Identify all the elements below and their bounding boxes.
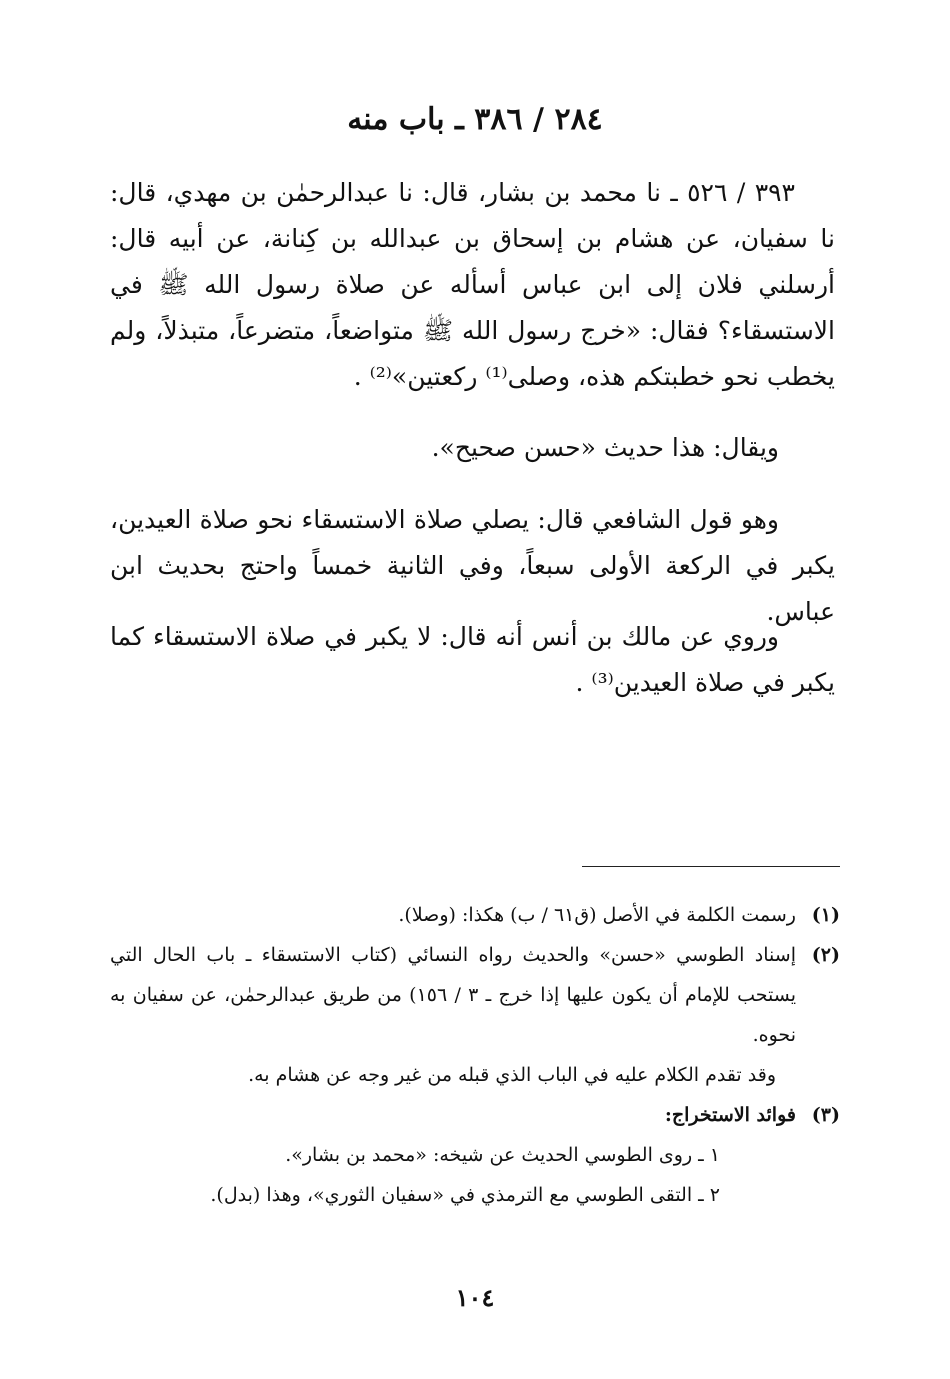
footnote-3-item-2: ٢ ـ التقى الطوسي مع الترمذي في «سفيان الثوري»، وهذا (بدل). <box>210 1184 720 1206</box>
malik-paragraph <box>110 614 835 706</box>
footnote-separator <box>582 866 840 867</box>
footnote-text: رسمت الكلمة في الأصل (ق٦١ / ب) هكذا: (وصلا). <box>398 904 796 926</box>
footnote-2 <box>110 935 840 1055</box>
page-number: ١٠٤ <box>455 1283 495 1312</box>
footnote-number: (٣) <box>811 1104 840 1126</box>
grade-paragraph: ويقال: هذا حديث «حسن صحيح». <box>431 433 779 462</box>
hadith-text: ٣٩٣ / ٥٢٦ ـ نا محمد بن بشار، قال: نا عبدالرحمٰن بن مهدي، قال: نا سفيان، عن هشام بن إسحاق بن عبدالله بن كِنانة، عن أبيه قال: أرسلني فلان إلى ابن عباس أسأله عن صلاة رسول الله ﷺ في الاستسقاء؟ فقال: «خرج رسول الله ﷺ متواضعاً، متضرعاً، متبذلاً، ولم يخطب نحو خطبتكم هذه، وصلى⁽¹⁾ ركعتين»⁽²⁾ . <box>110 178 835 391</box>
footnotes <box>110 895 840 1215</box>
chapter-title: ٢٨٤ / ٣٨٦ ـ باب منه <box>347 102 603 137</box>
footnote-text: إسناد الطوسي «حسن» والحديث رواه النسائي (كتاب الاستسقاء ـ باب الحال التي يستحب للإمام أن يكون عليها إذا خرج ـ ٣ / ١٥٦) من طريق عبدالرحمٰن، عن سفيان به نحوه. <box>110 944 797 1046</box>
malik-text: وروي عن مالك بن أنس أنه قال: لا يكبر في صلاة الاستسقاء كما يكبر في صلاة العيدين⁽³⁾ . <box>110 622 835 697</box>
footnote-number: (٢) <box>811 944 840 966</box>
footnote-number: (١) <box>811 904 840 926</box>
footnote-1 <box>110 895 840 935</box>
shafii-text: وهو قول الشافعي قال: يصلي صلاة الاستسقاء نحو صلاة العيدين، يكبر في الركعة الأولى سبعاً، وفي الثانية خمساً واحتج بحديث ابن عباس. <box>110 505 835 626</box>
footnote-3 <box>110 1095 840 1135</box>
footnote-3-item-1: ١ ـ روى الطوسي الحديث عن شيخه: «محمد بن بشار». <box>285 1144 720 1166</box>
hadith-paragraph <box>110 170 835 400</box>
footnote-heading: فوائد الاستخراج: <box>664 1104 796 1126</box>
footnote-2-continuation: وقد تقدم الكلام عليه في الباب الذي قبله من غير وجه عن هشام به. <box>248 1064 776 1086</box>
